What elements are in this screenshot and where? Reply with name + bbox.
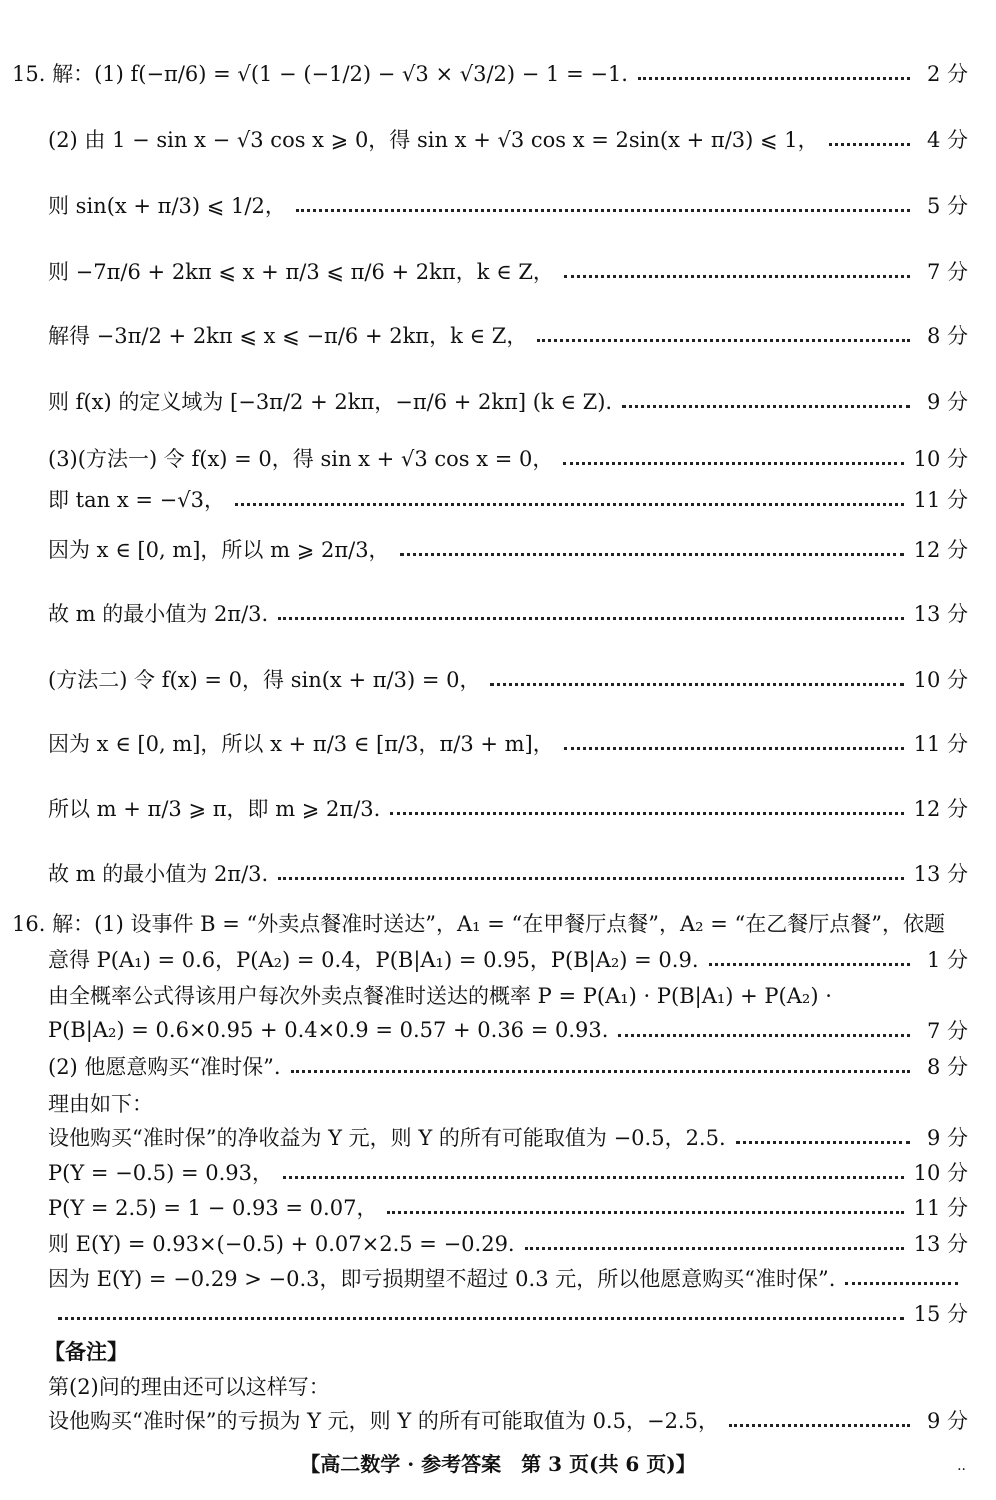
q16-line-1: 16. 解：(1) 设事件 B = “外卖点餐准时送达”，A₁ = “在甲餐厅点餐”，A₂ = “在乙餐厅点餐”，依题 [12, 912, 946, 936]
q15-line-11: (方法二) 令 f(x) = 0，得 sin(x + π/3) = 0， 10 分 [48, 664, 968, 694]
q15-line-5: 解得 −3π/2 + 2kπ ⩽ x ⩽ −π/6 + 2kπ，k ∈ Z， 8 分 [48, 320, 968, 350]
points-label: 13 分 [913, 862, 968, 886]
q16-line-9: P(Y = 2.5) = 1 − 0.93 = 0.07， 11 分 [48, 1192, 968, 1222]
corner-mark: ·· [957, 1462, 966, 1478]
points-label: 11 分 [913, 1196, 968, 1220]
points-label: 10 分 [913, 668, 968, 692]
points-label: 15 分 [913, 1302, 968, 1326]
q16-line-4: P(B|A₂) = 0.6×0.95 + 0.4×0.9 = 0.57 + 0.36 = 0.93. 7 分 [48, 1015, 968, 1045]
q16-line-8: P(Y = −0.5) = 0.93， 10 分 [48, 1157, 968, 1187]
q15-line-7: (3)(方法一) 令 f(x) = 0，得 sin x + √3 cos x = 0， 10 分 [48, 443, 968, 473]
q15-line-9: 因为 x ∈ [0, m]，所以 m ⩾ 2π/3， 12 分 [48, 534, 968, 564]
q15-line-8: 即 tan x = −√3， 11 分 [48, 484, 968, 514]
q16-line-7: 设他购买“准时保”的净收益为 Y 元，则 Y 的所有可能取值为 −0.5，2.5. 9 分 [48, 1122, 968, 1152]
q16-line-10: 则 E(Y) = 0.93×(−0.5) + 0.07×2.5 = −0.29. 13 分 [48, 1228, 968, 1258]
points-label: 2 分 [926, 62, 968, 86]
points-label: 12 分 [913, 797, 968, 821]
points-label: 5 分 [926, 194, 968, 218]
q16-line-5: (2) 他愿意购买“准时保”. 8 分 [48, 1051, 968, 1081]
points-label: 9 分 [926, 1126, 968, 1150]
points-label: 8 分 [926, 1055, 968, 1079]
points-label: 9 分 [926, 390, 968, 414]
q15-line-6: 则 f(x) 的定义域为 [−3π/2 + 2kπ，−π/6 + 2kπ] (k ∈ Z). 9 分 [48, 386, 968, 416]
points-label: 11 分 [913, 732, 968, 756]
q15-line-1: 15. 解：(1) f(−π/6) = √(1 − (−1/2) − √3 × √3/2) − 1 = −1. 2 分 [12, 58, 968, 88]
q15-line-10: 故 m 的最小值为 2π/3. 13 分 [48, 598, 968, 628]
points-label: 8 分 [926, 324, 968, 348]
q15-line-2: (2) 由 1 − sin x − √3 cos x ⩾ 0，得 sin x + √3 cos x = 2sin(x + π/3) ⩽ 1， 4 分 [48, 124, 968, 154]
note-line-1: 第(2)问的理由还可以这样写： [48, 1375, 330, 1399]
points-label: 13 分 [913, 1232, 968, 1256]
points-label: 11 分 [913, 488, 968, 512]
q16-line-11: 因为 E(Y) = −0.29 > −0.3，即亏损期望不超过 0.3 元，所以他愿意购买“准时保”. [48, 1263, 968, 1293]
points-label: 7 分 [926, 260, 968, 284]
page-footer: 【高二数学 · 参考答案 第 3 页(共 6 页)】 [300, 1452, 696, 1476]
q15-line-14: 故 m 的最小值为 2π/3. 13 分 [48, 858, 968, 888]
q16-line-2: 意得 P(A₁) = 0.6，P(A₂) = 0.4，P(B|A₁) = 0.95，P(B|A₂) = 0.9. 1 分 [48, 944, 968, 974]
points-label: 9 分 [926, 1409, 968, 1433]
q15-line-4: 则 −7π/6 + 2kπ ⩽ x + π/3 ⩽ π/6 + 2kπ，k ∈ Z， 7 分 [48, 256, 968, 286]
note-title: 【备注】 [44, 1339, 128, 1364]
q16-line-6: 理由如下： [48, 1092, 153, 1116]
q15-line-3: 则 sin(x + π/3) ⩽ 1/2， 5 分 [48, 190, 968, 220]
points-label: 13 分 [913, 602, 968, 626]
note-line-2: 设他购买“准时保”的亏损为 Y 元，则 Y 的所有可能取值为 0.5，−2.5， 9 分 [48, 1405, 968, 1435]
points-label: 4 分 [926, 128, 968, 152]
points-label: 1 分 [926, 948, 968, 972]
q16-line-3: 由全概率公式得该用户每次外卖点餐准时送达的概率 P = P(A₁) · P(B|A₁) + P(A₂) · [48, 984, 832, 1008]
points-label: 7 分 [926, 1019, 968, 1043]
points-label: 10 分 [913, 447, 968, 471]
q16-line-12 [48, 1298, 968, 1328]
q15-line-13: 所以 m + π/3 ⩾ π，即 m ⩾ 2π/3. 12 分 [48, 793, 968, 823]
points-label: 12 分 [913, 538, 968, 562]
q15-line-12: 因为 x ∈ [0, m]，所以 x + π/3 ∈ [π/3，π/3 + m]， 11 分 [48, 728, 968, 758]
points-label: 10 分 [913, 1161, 968, 1185]
